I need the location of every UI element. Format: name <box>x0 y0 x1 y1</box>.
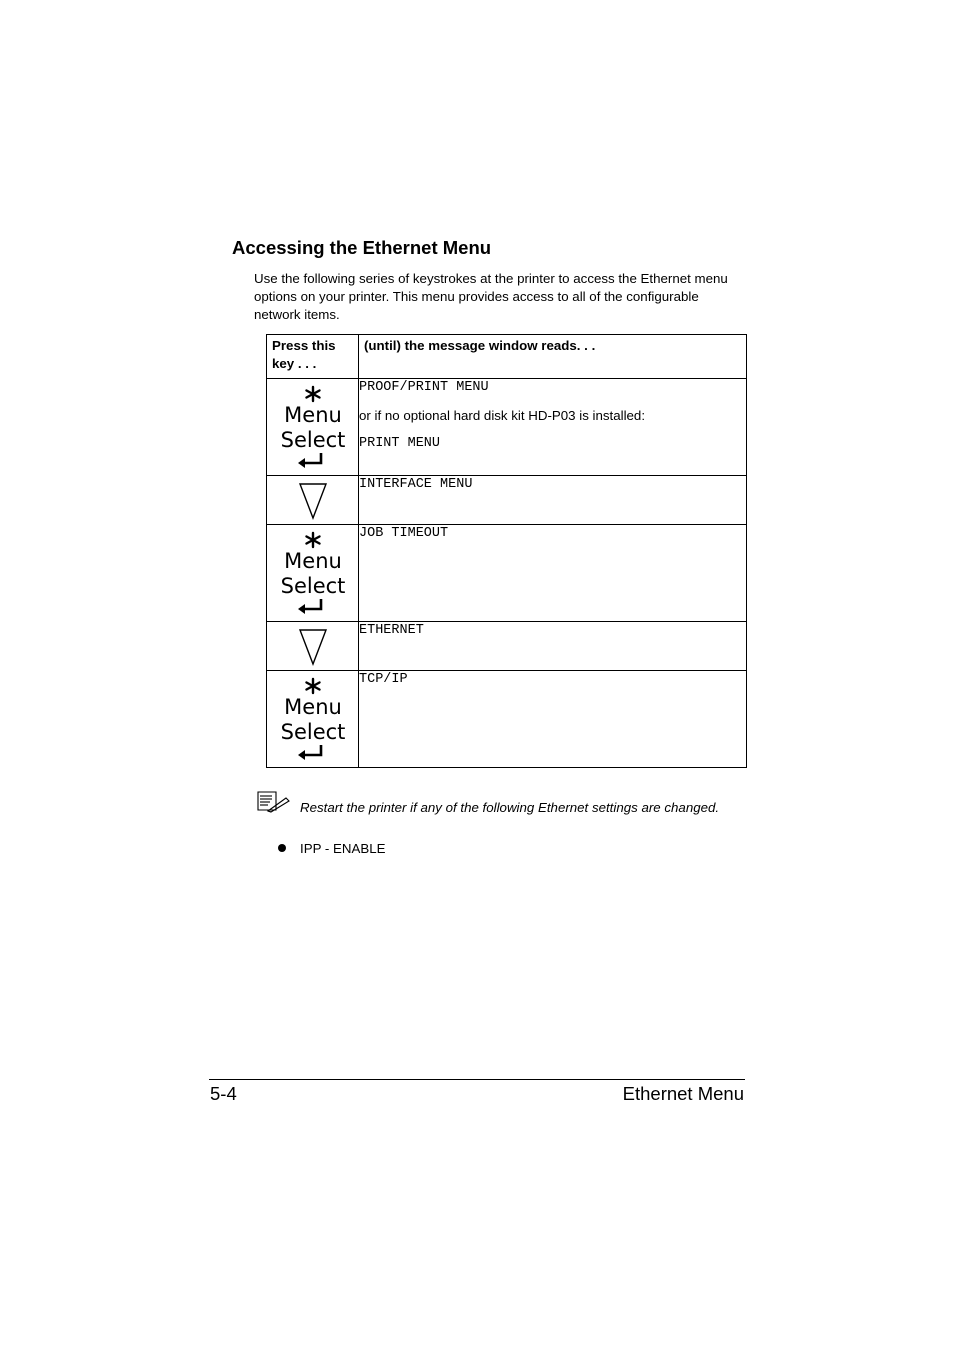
intro-paragraph: Use the following series of keystrokes at the printer to access the Ethernet menu options on your printer. This menu provides access to all of the configurable network items. <box>254 271 728 322</box>
key-cell <box>267 622 359 671</box>
note-text: Restart the printer if any of the following Ethernet settings are changed. <box>300 800 720 815</box>
footer-section-title: Ethernet Menu <box>622 1083 744 1104</box>
message-job-timeout: JOB TIMEOUT <box>359 526 449 541</box>
note-pencil-icon <box>256 790 290 814</box>
key-cell <box>267 671 359 768</box>
bullet-icon <box>278 844 286 852</box>
menu-select-key-icon <box>281 531 345 617</box>
key-cell <box>267 379 359 476</box>
down-triangle-icon <box>298 628 328 666</box>
section-heading: Accessing the Ethernet Menu <box>232 237 492 258</box>
header-press-key: Press this key . . . <box>267 335 359 379</box>
down-triangle-icon <box>298 482 328 520</box>
message-cell <box>359 622 747 671</box>
menu-label: Menu <box>283 695 342 719</box>
key-cell <box>267 525 359 622</box>
message-interface-menu: INTERFACE MENU <box>359 477 473 492</box>
table-row <box>267 671 747 768</box>
message-tcp-ip: TCP/IP <box>359 672 408 687</box>
key-cell <box>267 476 359 525</box>
message-cell <box>359 476 747 525</box>
keystroke-table <box>266 334 747 768</box>
page-number: 5-4 <box>210 1083 237 1104</box>
menu-label: Menu <box>283 549 342 573</box>
message-cell <box>359 671 747 768</box>
menu-select-key-icon <box>281 385 345 471</box>
table-row <box>267 622 747 671</box>
select-label: Select <box>280 720 345 744</box>
message-cell <box>359 525 747 622</box>
table-row <box>267 379 747 476</box>
menu-label: Menu <box>283 403 342 427</box>
message-ethernet: ETHERNET <box>359 623 424 638</box>
message-cell <box>359 379 747 476</box>
footer-divider <box>209 1079 745 1080</box>
bullet-ipp-enable: IPP - ENABLE <box>300 841 386 856</box>
header-message-window: (until) the message window reads. . . <box>359 335 747 379</box>
select-label: Select <box>280 428 345 452</box>
message-note: or if no optional hard disk kit HD-P03 is installed: <box>359 408 646 423</box>
table-header-row <box>267 335 747 379</box>
table-row <box>267 525 747 622</box>
select-label: Select <box>280 574 345 598</box>
menu-select-key-icon <box>281 677 345 763</box>
table-row <box>267 476 747 525</box>
message-proof-print-menu: PROOF/PRINT MENU <box>359 380 489 395</box>
message-print-menu: PRINT MENU <box>359 436 441 451</box>
